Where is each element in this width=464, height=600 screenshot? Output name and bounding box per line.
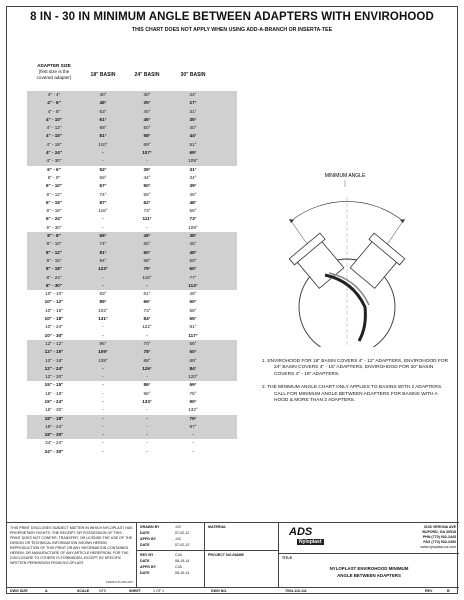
angle-cell: 138° [98, 357, 108, 363]
angle-cell: 48° [189, 291, 197, 297]
angle-cell: 131° [98, 316, 108, 322]
angle-cell: 40° [99, 92, 107, 97]
angle-cell: 58° [99, 174, 107, 180]
page-subtitle: THIS CHART DOES NOT APPLY WHEN USING ADD-A-BRANCH OR INSERTA-TEE [131, 27, 333, 33]
angle-cell: 94° [99, 257, 107, 263]
envirohood-drawing [233, 157, 459, 347]
table-row [27, 91, 237, 99]
angle-cell: 31° [189, 166, 197, 172]
adapter-size-cell: 6" - 8" [47, 174, 61, 180]
scale-label: SCALE [77, 589, 90, 593]
angle-cell: 97° [189, 423, 197, 429]
company-block [279, 523, 459, 587]
col-24-basin: 24" BASIN [134, 72, 160, 78]
copyright: ©2006 NYLOPLAST [105, 580, 133, 584]
adapter-size-cell: 4" - 8" [47, 108, 61, 114]
table-row [27, 415, 237, 423]
angle-cell: 109° [98, 349, 108, 355]
drawn-by-label: DRAWN BY [140, 525, 160, 529]
angle-cell: 79° [143, 266, 151, 272]
dwg-size: A [45, 589, 48, 593]
date-3: 08-19-14 [175, 559, 190, 563]
angle-cell: 109° [188, 224, 198, 230]
date-label-3: DATE [140, 559, 150, 563]
table-row [27, 207, 237, 215]
angle-cell: 107° [142, 150, 152, 156]
table-row [27, 274, 237, 282]
table-row [27, 124, 237, 132]
angle-cell: 68° [143, 257, 151, 263]
adapter-size-cell: 12" - 12" [45, 340, 63, 346]
angle-cell: 69° [189, 150, 197, 156]
angle-cell: 27° [189, 100, 197, 106]
angle-cell: 46° [143, 116, 151, 122]
table-row [27, 224, 237, 232]
angle-cell: - [102, 150, 104, 156]
angle-cell: 122° [142, 324, 152, 330]
table-row [27, 191, 237, 199]
material-label: MATERIAL [208, 525, 227, 529]
table-row [27, 431, 237, 439]
angle-cell: 132° [188, 407, 198, 413]
adapter-size-cell: 4" - 6" [47, 100, 61, 106]
angle-cell: 24° [189, 92, 197, 97]
adapter-size-cell: 6" - 15" [45, 199, 63, 205]
angle-cell: - [102, 324, 104, 330]
angle-cell: 50° [189, 299, 197, 305]
project-label: PROJECT NO./NAME [208, 553, 244, 557]
adapter-size-cell: 6" - 18" [46, 208, 62, 214]
angle-cell: 73° [189, 216, 197, 222]
adapter-size-cell: 4" - 15" [45, 133, 63, 139]
adapter-size-cell: 8" - 15" [46, 257, 62, 263]
table-row [27, 448, 237, 456]
rev: B [447, 589, 450, 593]
table-row [27, 406, 237, 414]
angle-cell: - [192, 432, 194, 438]
angle-cell: - [102, 440, 104, 446]
angle-cell: 34° [189, 174, 197, 180]
angle-cell: - [146, 407, 148, 413]
angle-cell: - [192, 448, 194, 454]
disclaimer-text: THIS PRINT DISCLOSES SUBJECT MATTER IN WHICH NYLOPLAST HAS PROPRIETARY RIGHTS. THE RECEIPT OR POSSESSION OF THIS PRINT DOES NOT CONFER, TRANSFER, OR LICENSE THE USE OF THE DESIGN OR TECHNICAL INFORMATION SHOWN HEREIN REPRODUCTION OF THIS PRINT OR ANY INFORMATION CONTAINED HEREIN, OR MANUFACTURE OF ANY ARTICLE HEREFROM, FOR THE DISCLOSURE TO OTHERS IS FORBIDDEN, EXCEPT BY SPECIFIC WRITTEN PERMISSION FROM NYLOPLAST. [10, 526, 133, 565]
date-1: 07-02-12 [175, 531, 190, 535]
table-row [27, 332, 237, 340]
angle-cell: 49° [143, 233, 151, 239]
table-row [27, 265, 237, 273]
table-row [27, 307, 237, 315]
angle-cell: - [102, 365, 104, 371]
material-block [205, 523, 279, 587]
angle-cell: - [102, 224, 104, 230]
table-row [27, 381, 237, 389]
adapter-size-cell: 24" - 24" [45, 440, 63, 446]
angle-cell: 113° [188, 282, 198, 288]
angle-cell: - [146, 432, 148, 438]
angle-cell: 69° [189, 357, 197, 363]
angle-cell: 110° [98, 141, 108, 147]
nyloplast-logo: Nyloplast [299, 539, 322, 545]
angle-cell: 50° [189, 257, 197, 263]
date-label-4: DATE [140, 571, 150, 575]
angle-cell: 31° [189, 108, 197, 114]
adapter-size-cell: 10" - 18" [44, 316, 64, 322]
drawing-title-1: NYLOPLAST ENVIROHOOD MINIMUM [329, 566, 409, 571]
angle-cell: 81° [99, 249, 107, 255]
adapter-size-cell: 12" - 18" [45, 357, 63, 363]
adapter-size-cell: 4" - 30" [46, 158, 62, 164]
angle-cell: 53° [99, 108, 107, 114]
angle-cell: 60° [189, 349, 197, 355]
appd-by: JJC [175, 537, 182, 541]
angle-cell: 40° [189, 125, 197, 131]
rev-by: CJA [175, 553, 182, 557]
angle-cell: - [146, 224, 148, 230]
angle-cell: - [102, 407, 104, 413]
disclaimer [7, 523, 137, 587]
angle-cell: 58° [189, 307, 197, 313]
adapter-size-cell: 6" - 30" [46, 224, 62, 230]
col-18-basin: 18" BASIN [90, 72, 116, 78]
angle-cell: - [102, 448, 104, 454]
table-row [27, 398, 237, 406]
angle-cell: 84° [189, 365, 197, 371]
date-4: 08-19-14 [175, 571, 190, 575]
website: www.nyloplast-us.com [420, 545, 456, 549]
table-row [27, 340, 237, 348]
angle-cell: 55° [189, 208, 197, 214]
adapter-size-title: ADAPTER SIZE [37, 63, 71, 68]
angle-cell: 35° [189, 116, 197, 122]
adapter-size-note2: covered adapter) [36, 75, 72, 80]
angle-cell: 116° [98, 208, 108, 214]
angle-cell: 111° [142, 216, 152, 222]
table-row [27, 373, 237, 381]
angle-cell: - [146, 448, 148, 454]
table-row [27, 232, 237, 240]
angle-cell: 109° [188, 158, 198, 164]
adapter-size-cell: 6" - 6" [47, 166, 61, 172]
angle-cell: 50° [143, 183, 151, 189]
table-row [27, 348, 237, 356]
adapter-size-cell: 24" - 30" [44, 448, 64, 454]
angle-cell: - [102, 216, 104, 222]
adapter-size-cell: 10" - 15" [45, 307, 63, 313]
address-1: 3130 VERONA AVE [423, 525, 456, 529]
table-row [27, 199, 237, 207]
angle-cell: - [102, 274, 104, 280]
adapter-size-cell: 4" - 18" [46, 141, 62, 147]
table-row [27, 108, 237, 116]
angle-cell: 86° [143, 382, 151, 388]
angle-cell: 81° [189, 324, 197, 330]
angle-cell: 89° [99, 299, 107, 305]
adapter-size-cell: 6" - 10" [45, 183, 63, 189]
date-label-2: DATE [140, 543, 150, 547]
title-block [7, 522, 459, 595]
adapter-size-cell: 18" - 18" [44, 415, 64, 421]
angle-cell: - [146, 423, 148, 429]
angle-cell: - [102, 390, 104, 396]
adapter-size-cell: 15" - 18" [45, 390, 63, 396]
date-label-1: DATE [140, 531, 150, 535]
adapter-size-cell: 4" - 10" [45, 116, 63, 122]
angle-cell: 87° [99, 199, 107, 205]
angle-cell: - [192, 440, 194, 446]
angle-cell: 77° [189, 274, 197, 280]
adapter-size-cell: 10" - 30" [44, 332, 64, 338]
angle-cell: 79° [189, 415, 197, 421]
table-row [27, 149, 237, 157]
angle-cell: - [102, 423, 104, 429]
angle-cell: 56° [189, 340, 197, 346]
angle-cell: - [102, 374, 104, 380]
angle-cell: 45° [189, 191, 197, 197]
angle-cell: 68° [99, 125, 107, 131]
angle-cell: 48° [99, 100, 107, 106]
sheet: 1 OF 1 [153, 589, 164, 593]
table-row [27, 290, 237, 298]
table-row [27, 157, 237, 165]
sheet-label: SHEET [129, 589, 141, 593]
angle-cell: 40° [143, 108, 151, 114]
angle-cell: 60° [143, 249, 151, 255]
adapter-size-cell: 4" - 24" [45, 150, 63, 156]
angle-table [27, 63, 237, 456]
angle-cell: - [102, 282, 104, 288]
table-row [27, 141, 237, 149]
adapter-size-cell: 18" - 24" [45, 423, 63, 429]
dwg-size-label: DWG SIZE [10, 589, 28, 593]
drawn-by: JJC [175, 525, 182, 529]
table-row [27, 116, 237, 124]
adapter-size-cell: 10" - 12" [44, 299, 64, 305]
angle-cell: 96° [143, 390, 151, 396]
phone: PHN (770) 932-2443 [422, 535, 456, 539]
adapter-size-cell: 12" - 30" [45, 374, 63, 380]
rev-label: REV [425, 589, 433, 593]
angle-cell: - [102, 398, 104, 404]
adapter-size-cell: 15" - 15" [44, 382, 64, 388]
angle-cell: 51° [189, 141, 197, 147]
title-label: TITLE [282, 556, 292, 560]
adapter-size-cell: 8" - 12" [45, 249, 63, 255]
appd-by-label-2: APPD BY [140, 565, 156, 569]
angle-cell: 44° [189, 133, 197, 139]
angle-cell: 58° [143, 133, 151, 139]
angle-cell: 35° [143, 100, 151, 106]
angle-cell: 50° [143, 125, 151, 131]
angle-cell: - [146, 440, 148, 446]
angle-cell: 73° [143, 307, 151, 313]
adapter-size-cell: 12" - 24" [44, 365, 64, 371]
angle-cell: 39° [143, 166, 151, 172]
angle-cell: 84° [143, 316, 151, 322]
table-row [27, 249, 237, 257]
table-row [27, 365, 237, 373]
table-row [27, 166, 237, 174]
angle-cell: 66° [143, 299, 151, 305]
angle-cell: 65° [189, 316, 197, 322]
adapter-size-cell: 15" - 24" [44, 398, 64, 404]
angle-cell: 81° [99, 133, 107, 139]
angle-cell: 74° [99, 241, 107, 247]
angle-cell: 117° [188, 332, 198, 338]
angle-cell: 60° [189, 266, 197, 272]
adapter-size-cell: 15" - 30" [45, 407, 63, 413]
angle-cell: 118° [142, 274, 152, 280]
table-row [27, 99, 237, 107]
adapter-size-header [27, 63, 81, 81]
page-title: 8 IN - 30 IN MINIMUM ANGLE BETWEEN ADAPTERS WITH ENVIROHOOD [30, 11, 434, 23]
adapter-size-cell: 4" - 4" [47, 92, 61, 97]
table-row [27, 390, 237, 398]
angle-cell: 83° [99, 291, 107, 297]
angle-cell: - [146, 415, 148, 421]
adapter-size-cell: 6" - 24" [45, 216, 63, 222]
angle-cell: 45° [189, 241, 197, 247]
address-2: BUFORD, GA 30518 [422, 530, 456, 534]
table-body [27, 91, 237, 456]
angle-cell: - [146, 374, 148, 380]
table-header [27, 63, 237, 91]
note-1: 1. ENVIROHOOD FOR 18" BASIN COVERS 4" - 12" ADAPTERS, ENVIROHOOD FOR 24" BASIN COVERS 4" - 15" ADAPTERS, ENVIROHOOD FOR 30" BASIN COVERS 4" - 18" ADAPTERS. [262, 359, 449, 377]
angle-cell: - [102, 382, 104, 388]
angle-cell: 90° [189, 398, 197, 404]
table-row [27, 323, 237, 331]
col-30-basin: 30" BASIN [180, 72, 206, 78]
angle-cell: 55° [143, 241, 151, 247]
adapter-size-cell: 8" - 30" [45, 282, 63, 288]
minimum-angle-label: MINIMUM ANGLE [324, 173, 366, 179]
dwg-no: 7004-110-111 [285, 589, 307, 593]
scale: NTS [99, 589, 107, 593]
table-row [27, 357, 237, 365]
notes [262, 359, 452, 411]
adapter-size-cell: 8" - 10" [46, 241, 62, 247]
table-row [27, 298, 237, 306]
angle-cell: 88° [143, 357, 151, 363]
angle-cell: 120° [188, 374, 198, 380]
angle-cell: 126° [142, 365, 152, 371]
adapter-size-cell: 8" - 24" [46, 274, 62, 280]
drawn-by-block [137, 523, 205, 587]
appd-by-2: CJA [175, 565, 182, 569]
adapter-size-note1: (first size is the [38, 69, 70, 74]
angle-cell: - [146, 332, 148, 338]
angle-cell: 69° [189, 382, 197, 388]
ads-logo: ADS [289, 526, 313, 538]
note-2: 2. THE MINIMUM ANGLE CHART ONLY APPLIES TO BASINS WITH 2 ADAPTERS. CALL FOR MINIMUM ANGLE BETWEEN ADAPTERS FOR BASINS WITH A HOOD & MORE THAN 2 ADAPTERS. [262, 385, 443, 404]
adapter-size-cell: 10" - 10" [45, 291, 63, 297]
appd-by-label: APPD BY [140, 537, 156, 541]
fax: FAX (770) 932-2490 [423, 540, 456, 544]
drawing-title-2: ANGLE BETWEEN ADAPTERS [337, 573, 401, 578]
table-row [27, 257, 237, 265]
angle-cell: - [102, 158, 104, 164]
angle-cell: 62° [143, 199, 151, 205]
adapter-size-cell: 10" - 24" [45, 324, 63, 330]
adapter-size-cell: 8" - 18" [45, 266, 63, 272]
angle-cell: 48° [189, 199, 197, 205]
angle-cell: 70° [143, 340, 151, 346]
angle-cell: 96° [99, 340, 107, 346]
table-row [27, 240, 237, 248]
angle-cell: - [102, 432, 104, 438]
angle-cell: 48° [189, 249, 197, 255]
angle-cell: - [146, 158, 148, 164]
angle-cell: 123° [98, 266, 108, 272]
angle-cell: 69° [143, 141, 151, 147]
angle-cell: 38° [189, 233, 197, 239]
adapter-size-cell: 12" - 15" [44, 349, 64, 355]
angle-cell: 44° [143, 174, 151, 180]
angle-cell: 52° [99, 166, 107, 172]
angle-cell: 75° [189, 390, 197, 396]
table-row [27, 182, 237, 190]
angle-cell: 102° [98, 307, 108, 313]
table-row [27, 282, 237, 290]
angle-cell: - [146, 282, 148, 288]
table-row [27, 439, 237, 447]
table-row [27, 215, 237, 223]
angle-cell: 61° [143, 291, 151, 297]
drawing-sheet [6, 6, 458, 594]
angle-cell: 30° [143, 92, 151, 97]
angle-cell: 55° [143, 191, 151, 197]
angle-cell: - [102, 415, 104, 421]
angle-cell: 66° [99, 233, 107, 239]
adapter-size-cell: 4" - 12" [46, 125, 62, 131]
angle-cell: 78° [143, 349, 151, 355]
angle-cell: 74° [99, 191, 107, 197]
adapter-size-cell: 8" - 8" [47, 233, 61, 239]
dwg-no-label: DWG NO. [211, 589, 228, 593]
adapter-size-cell: 6" - 12" [46, 191, 62, 197]
angle-cell: 67° [99, 183, 107, 189]
angle-cell: 39° [189, 183, 197, 189]
adapter-size-cell: 18" - 30" [44, 432, 64, 438]
rev-by-label: REV BY [140, 553, 154, 557]
angle-cell: 133° [142, 398, 152, 404]
table-row [27, 132, 237, 140]
drawing-info-row [7, 587, 459, 596]
angle-cell: 73° [143, 208, 151, 214]
table-row [27, 174, 237, 182]
angle-cell: 61° [99, 116, 107, 122]
table-row [27, 315, 237, 323]
table-row [27, 423, 237, 431]
date-2: 07-02-12 [175, 543, 190, 547]
angle-cell: - [102, 332, 104, 338]
